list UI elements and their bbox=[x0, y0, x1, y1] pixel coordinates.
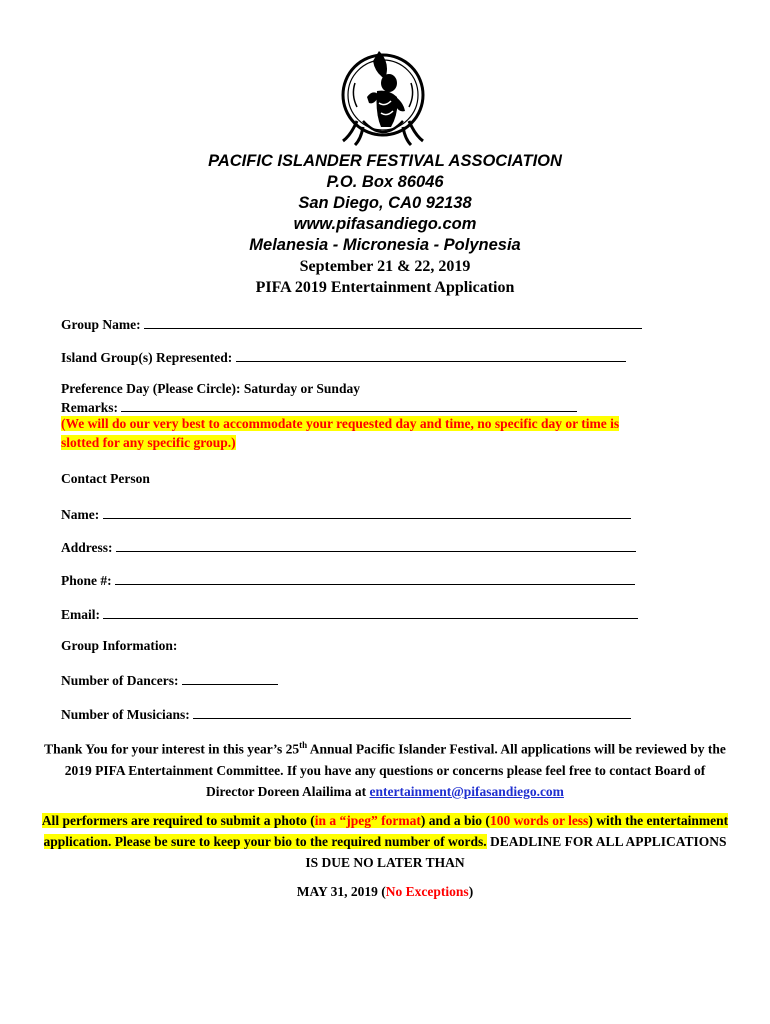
req-jpeg-format: in a “jpeg” format bbox=[314, 813, 421, 828]
email-label: Email: bbox=[61, 607, 100, 622]
musicians-row bbox=[61, 704, 631, 723]
name-field[interactable] bbox=[103, 504, 631, 519]
phone-label: Phone #: bbox=[61, 573, 112, 588]
address-field[interactable] bbox=[116, 537, 636, 552]
notice-line-1: (We will do our very best to accommodate your requested day and time, no specific day or time is bbox=[61, 416, 620, 431]
group-information-label: Group Information: bbox=[61, 638, 178, 653]
website: www.pifasandiego.com bbox=[293, 215, 477, 233]
phone-field[interactable] bbox=[115, 570, 635, 585]
address-label: Address: bbox=[61, 540, 113, 555]
form-title: PIFA 2019 Entertainment Application bbox=[255, 279, 515, 296]
thank-you-paragraph bbox=[40, 735, 730, 802]
thanks-text-2: Annual Pacific Islander Festival. All applications will be reviewed by the 2019 PIFA Entertainment Committee. If you have any questions or concerns please feel free to contact Board of Director Doreen Alailima at bbox=[64, 741, 726, 799]
entertainment-email-link[interactable]: entertainment@pifasandiego.com bbox=[369, 783, 564, 799]
remarks-field[interactable] bbox=[121, 397, 577, 412]
island-groups-field[interactable] bbox=[236, 347, 626, 362]
thanks-text-1: Thank You for your interest in this year’s 25 bbox=[44, 741, 300, 757]
contact-person-heading bbox=[61, 470, 150, 487]
remarks-label: Remarks: bbox=[61, 400, 118, 415]
thanks-ordinal: th bbox=[299, 740, 308, 750]
req-text-1: All performers are required to submit a photo ( bbox=[41, 813, 315, 828]
submission-requirements bbox=[40, 810, 730, 873]
req-word-limit: 100 words or less bbox=[489, 813, 589, 828]
musicians-label: Number of Musicians: bbox=[61, 707, 190, 722]
phone-row bbox=[61, 570, 635, 589]
scheduling-notice bbox=[61, 414, 701, 452]
contact-person-label: Contact Person bbox=[61, 471, 150, 486]
name-row bbox=[61, 504, 631, 523]
group-information-heading bbox=[61, 637, 177, 654]
island-groups-label: Island Group(s) Represented: bbox=[61, 350, 233, 365]
req-text-3: ) with the entertainment application. Please be sure to keep your bio to the required number of words. bbox=[43, 813, 729, 849]
notice-line-2: slotted for any specific group.) bbox=[61, 435, 236, 450]
preference-day-row bbox=[61, 380, 360, 397]
deadline-date-text: MAY 31, 2019 ( bbox=[296, 884, 386, 899]
festival-dates: September 21 & 22, 2019 bbox=[299, 258, 471, 275]
city-address: San Diego, CA0 92138 bbox=[298, 194, 472, 212]
pifa-logo-icon bbox=[333, 43, 433, 147]
deadline-date bbox=[0, 884, 770, 900]
dancers-field[interactable] bbox=[182, 670, 278, 685]
email-row bbox=[61, 604, 638, 623]
deadline-close: ) bbox=[468, 884, 474, 899]
address-row bbox=[61, 537, 636, 556]
group-name-field[interactable] bbox=[144, 314, 642, 329]
org-name: PACIFIC ISLANDER FESTIVAL ASSOCIATION bbox=[208, 152, 562, 170]
regions: Melanesia - Micronesia - Polynesia bbox=[249, 236, 521, 254]
preference-day-text: Preference Day (Please Circle): Saturday or Sunday bbox=[61, 381, 360, 396]
group-name-label: Group Name: bbox=[61, 317, 141, 332]
req-text-2: ) and a bio ( bbox=[420, 813, 490, 828]
email-field[interactable] bbox=[103, 604, 638, 619]
letterhead bbox=[0, 151, 770, 298]
no-exceptions: No Exceptions bbox=[385, 884, 469, 899]
req-deadline-text: DEADLINE FOR ALL APPLICATIONS IS DUE NO LATER THAN bbox=[305, 834, 727, 870]
po-box: P.O. Box 86046 bbox=[326, 173, 444, 191]
dancers-row bbox=[61, 670, 278, 689]
island-groups-row bbox=[61, 347, 626, 366]
group-name-row bbox=[61, 314, 642, 333]
musicians-field[interactable] bbox=[193, 704, 631, 719]
dancers-label: Number of Dancers: bbox=[61, 673, 179, 688]
name-label: Name: bbox=[61, 507, 100, 522]
